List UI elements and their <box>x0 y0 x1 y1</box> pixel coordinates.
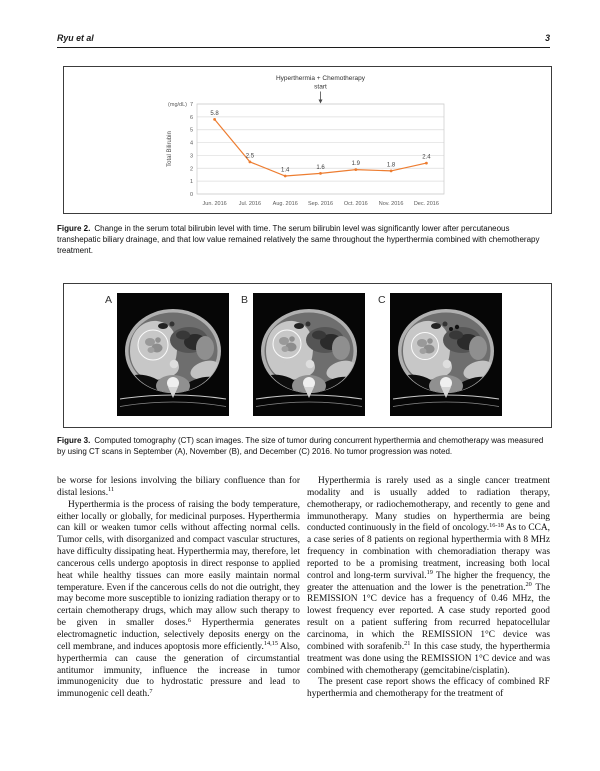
reference-superscript: 16-18 <box>489 521 504 529</box>
annotation-title-line1: Hyperthermia + Chemotherapy <box>275 75 366 82</box>
y-tick-label: 3 <box>189 153 193 160</box>
y-axis-title: Total Bilirubin <box>167 131 173 167</box>
arrow-down-icon <box>319 100 323 104</box>
figure3-caption <box>57 436 551 458</box>
body-text: The higher the frequency, the greater the attenuation and the lower is the penetration. <box>307 570 550 593</box>
reference-superscript: 21 <box>404 640 411 648</box>
x-tick-label: Nov. 2016 <box>378 201 404 207</box>
figure2-caption-text: Change in the serum total bilirubin level with time. The serum bilirubin level was significantly lower after percutaneous transhepatic biliary drainage, and that low value remained relatively the same throughout the hyperthermia combined with chemotherapy treatment. <box>57 224 540 255</box>
body-text: Hyperthermia generates electromagnetic induction, selectively deposits energy on the cell membrane, and induces apoptosis more efficiently. <box>57 618 300 652</box>
body-text: Also, hyperthermia can cause the generation of circumstantial antitumor immunity, influence the increase in tumor immunogenicity due to hydrostatic pressure and lead to immunogenic cell death. <box>57 641 300 700</box>
body-text: In this case study, the hyperthermia treatment was done using the REMISSION 1°C device and was combined with chemotherapy (gemcitabine/cisplatin). <box>307 641 550 676</box>
ct-panel-label: C <box>378 294 386 306</box>
data-point-label: 1.4 <box>281 167 290 174</box>
body-text: The REMISSION 1°C device has a frequency of 0.46 MHz, the lowest frequency ever reported. A case study reported good result on a patient suffering from recurred hepatocellular carcinoma, in which the REMISSION 1°C device was combined with sorafenib. <box>307 582 551 652</box>
y-tick-label: 0 <box>189 192 193 198</box>
x-tick-label: Sep. 2016 <box>307 201 334 207</box>
figure3-caption-text: Computed tomography (CT) scan images. The size of tumor during concurrent hyperthermia and chemotherapy was measured by using CT scans in September (A), November (B), and December (C) 2016. No tumor progression was noted. <box>57 436 544 456</box>
body-paragraph <box>307 677 550 701</box>
body-paragraph <box>57 476 300 500</box>
ct-scan-image <box>253 293 365 416</box>
ct-panel-label: B <box>241 294 249 306</box>
figure3-box <box>63 283 552 428</box>
x-tick-label: Oct. 2016 <box>343 201 368 207</box>
ct-panel-label: A <box>105 294 113 306</box>
body-paragraph <box>307 476 550 677</box>
body-text: The present case report shows the efficacy of combined RF hyperthermia and chemotherapy for the treatment of <box>307 677 550 700</box>
data-point-label: 2.4 <box>422 154 431 161</box>
body-text: As to CCA, a case series of 8 patients on regional hyperthermia with 8 MHz frequency in combination with chemoradiation therapy was reported to be a promising treatment, increasing both local control and long-term survival. <box>307 523 550 581</box>
body-left-column <box>57 476 300 701</box>
data-point <box>249 161 252 164</box>
plot-area-border <box>197 104 444 194</box>
bilirubin-chart-svg <box>64 67 551 213</box>
data-point <box>213 118 216 121</box>
data-point-label: 2.5 <box>245 153 255 160</box>
figure2-caption-label: Figure 2. <box>57 224 91 233</box>
unit-label: (mg/dL) <box>168 102 187 108</box>
running-head-author: Ryu et al <box>57 33 94 43</box>
data-point <box>319 172 322 175</box>
y-tick-label: 7 <box>189 102 193 108</box>
annotation-title-line2: start <box>314 83 327 91</box>
body-right-column <box>307 476 550 701</box>
y-tick-label: 6 <box>189 114 193 121</box>
x-tick-label: Dec. 2016 <box>413 201 439 207</box>
page-number: 3 <box>545 33 550 43</box>
x-tick-label: Jun. 2016 <box>202 201 227 207</box>
y-tick-label: 5 <box>189 127 193 134</box>
reference-superscript: 14,15 <box>263 640 279 648</box>
ct-scan-svg <box>390 293 502 416</box>
ct-scan-svg <box>253 293 365 416</box>
figure2-box <box>63 66 552 214</box>
figure3-caption-label: Figure 3. <box>57 436 91 445</box>
x-tick-label: Jul. 2016 <box>238 201 262 207</box>
data-point <box>390 170 393 173</box>
reference-superscript: 7 <box>149 687 153 695</box>
x-tick-label: Aug. 2016 <box>272 201 298 207</box>
bilirubin-line-chart <box>64 67 551 213</box>
reference-superscript: 11 <box>108 486 115 494</box>
body-paragraph <box>57 500 300 701</box>
reference-superscript: 6 <box>187 616 191 624</box>
body-text: be worse for lesions involving the biliary confluence than for distal lesions. <box>57 476 300 498</box>
body-text: Hyperthermia is the process of raising the body temperature, either locally or globally, for medicinal purposes. Hyperthermia can kill or weaken tumor cells without affecting normal cells. Tumor cells, with disorganized and compact vascular structures, have difficulty dissipating heat. Hyperthermia may, therefore, let cancerous cells undergo apoptosis in direct response to applied heat while healthy tissues can more easily maintain normal temperature. Even if the cancerous cells do not die outright, they may become more susceptible to ionizing radiation therapy or to certain chemotherapy drugs, which may allow such therapy to be given in smaller doses. <box>57 499 300 629</box>
data-point-label: 1.8 <box>386 162 396 169</box>
body-text: Hyperthermia is rarely used as a single cancer treatment modality and is usually added to radiation therapy, chemotherapy, or radiochemotherapy, and recently to gene and immunotherapy. Many studies on hyperthermia are being conducted continuously in the field of oncology. <box>307 476 550 534</box>
data-point <box>425 162 428 165</box>
data-point <box>284 175 287 178</box>
y-tick-label: 4 <box>189 140 193 147</box>
data-point-label: 1.9 <box>351 161 360 168</box>
data-point-label: 1.6 <box>316 164 325 171</box>
data-point <box>354 168 357 171</box>
running-head <box>57 32 550 48</box>
ct-scan-image <box>390 293 502 416</box>
data-point-label: 5.8 <box>210 110 219 117</box>
reference-superscript: 20 <box>525 581 532 589</box>
y-tick-label: 2 <box>189 166 193 173</box>
reference-superscript: 19 <box>426 569 433 577</box>
figure2-caption <box>57 224 551 256</box>
y-tick-label: 1 <box>189 179 193 186</box>
ct-scan-image <box>117 293 229 416</box>
ct-scan-svg <box>117 293 229 416</box>
